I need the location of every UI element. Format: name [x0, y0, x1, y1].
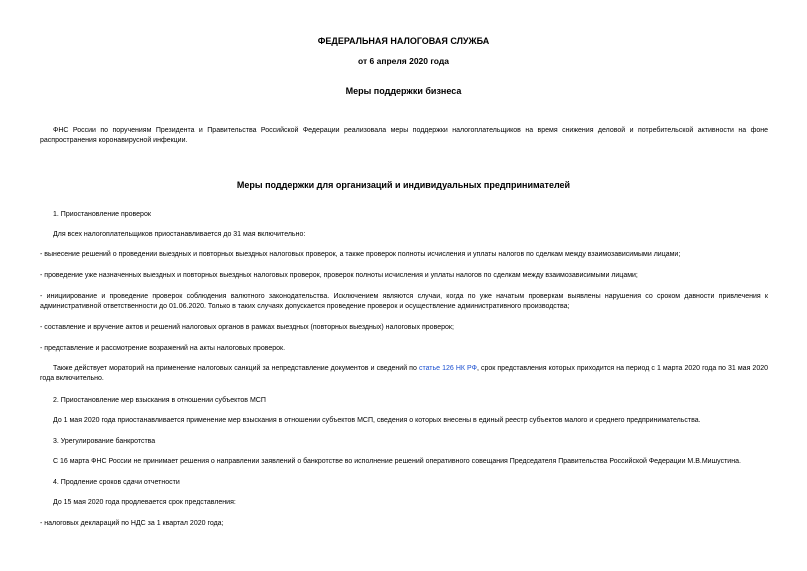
moratorium-text-a: Также действует мораторий на применение налоговых санкций за непредставление документов и сведений по: [53, 365, 419, 372]
document-date: от 6 апреля 2020 года: [358, 56, 449, 66]
agency-heading: ФЕДЕРАЛЬНАЯ НАЛОГОВАЯ СЛУЖБА: [317, 36, 490, 46]
s1-title: 1. Приостановление проверок: [53, 211, 151, 218]
s4-lead: До 15 мая 2020 года продлевается срок представления:: [53, 499, 236, 506]
s2-text: До 1 мая 2020 года приостанавливается применение мер взыскания в отношении субъектов МСП, сведения о которых внесены в единый реестр субъектов малого и среднего предпринимательства.: [53, 417, 701, 424]
article-126-link[interactable]: статье 126 НК РФ: [418, 365, 477, 372]
document-title: Меры поддержки бизнеса: [345, 86, 462, 96]
s1-bullet-4: - составление и вручение актов и решений налоговых органов в рамках выездных (повторных выездных) налоговых проверок;: [40, 324, 454, 331]
s3-text: С 16 марта ФНС России не принимает решения о направлении заявлений о банкротстве во исполнение решений оперативного совещания Председателя Правительства Российской Федерации М.В.Мишустина.: [53, 458, 741, 465]
s2-title: 2. Приостановление мер взыскания в отношении субъектов МСП: [53, 397, 266, 404]
intro-paragraph: ФНС России по поручениям Президента и Правительства Российской Федерации реализовала меры поддержки налогоплательщиков на время снижения деловой и потребительской активности на фоне распространения коронавирусной инфекции.: [40, 127, 768, 144]
s1-lead: Для всех налогоплательщиков приостанавливается до 31 мая включительно:: [53, 231, 306, 238]
s1-moratorium: [40, 364, 768, 384]
s1-bullet-2: - проведение уже назначенных выездных и повторных выездных налоговых проверок, проверок полноты исчисления и уплаты налогов по сделкам между взаимозависимыми лицами;: [40, 272, 638, 279]
s4-bullet-1: - налоговых деклараций по НДС за 1 квартал 2020 года;: [40, 520, 224, 527]
section-title: Меры поддержки для организаций и индивидуальных предпринимателей: [236, 180, 571, 190]
s1-bullet-1: - вынесение решений о проведении выездных и повторных выездных налоговых проверок, а также проверок полноты исчисления и уплаты налогов по сделкам между взаимозависимыми лицами;: [40, 251, 681, 258]
s1-bullet-3: - инициирование и проведение проверок соблюдения валютного законодательства. Исключением являются случаи, когда по уже начатым проверкам выявлены нарушения со сроком давности привлечения к административной ответственности до 01.06.2020. Только в таких случаях допускается проведение проверок и осуществление административного производства;: [40, 293, 768, 310]
s1-bullet-5: - представление и рассмотрение возражений на акты налоговых проверок.: [40, 345, 286, 352]
s4-title: 4. Продление сроков сдачи отчетности: [53, 479, 180, 486]
s3-title: 3. Урегулирование банкротства: [53, 438, 156, 445]
moratorium-text-b: , срок представления которых приходится на период с 1 марта 2020 года по 31 мая 2020 года включительно.: [40, 365, 769, 382]
